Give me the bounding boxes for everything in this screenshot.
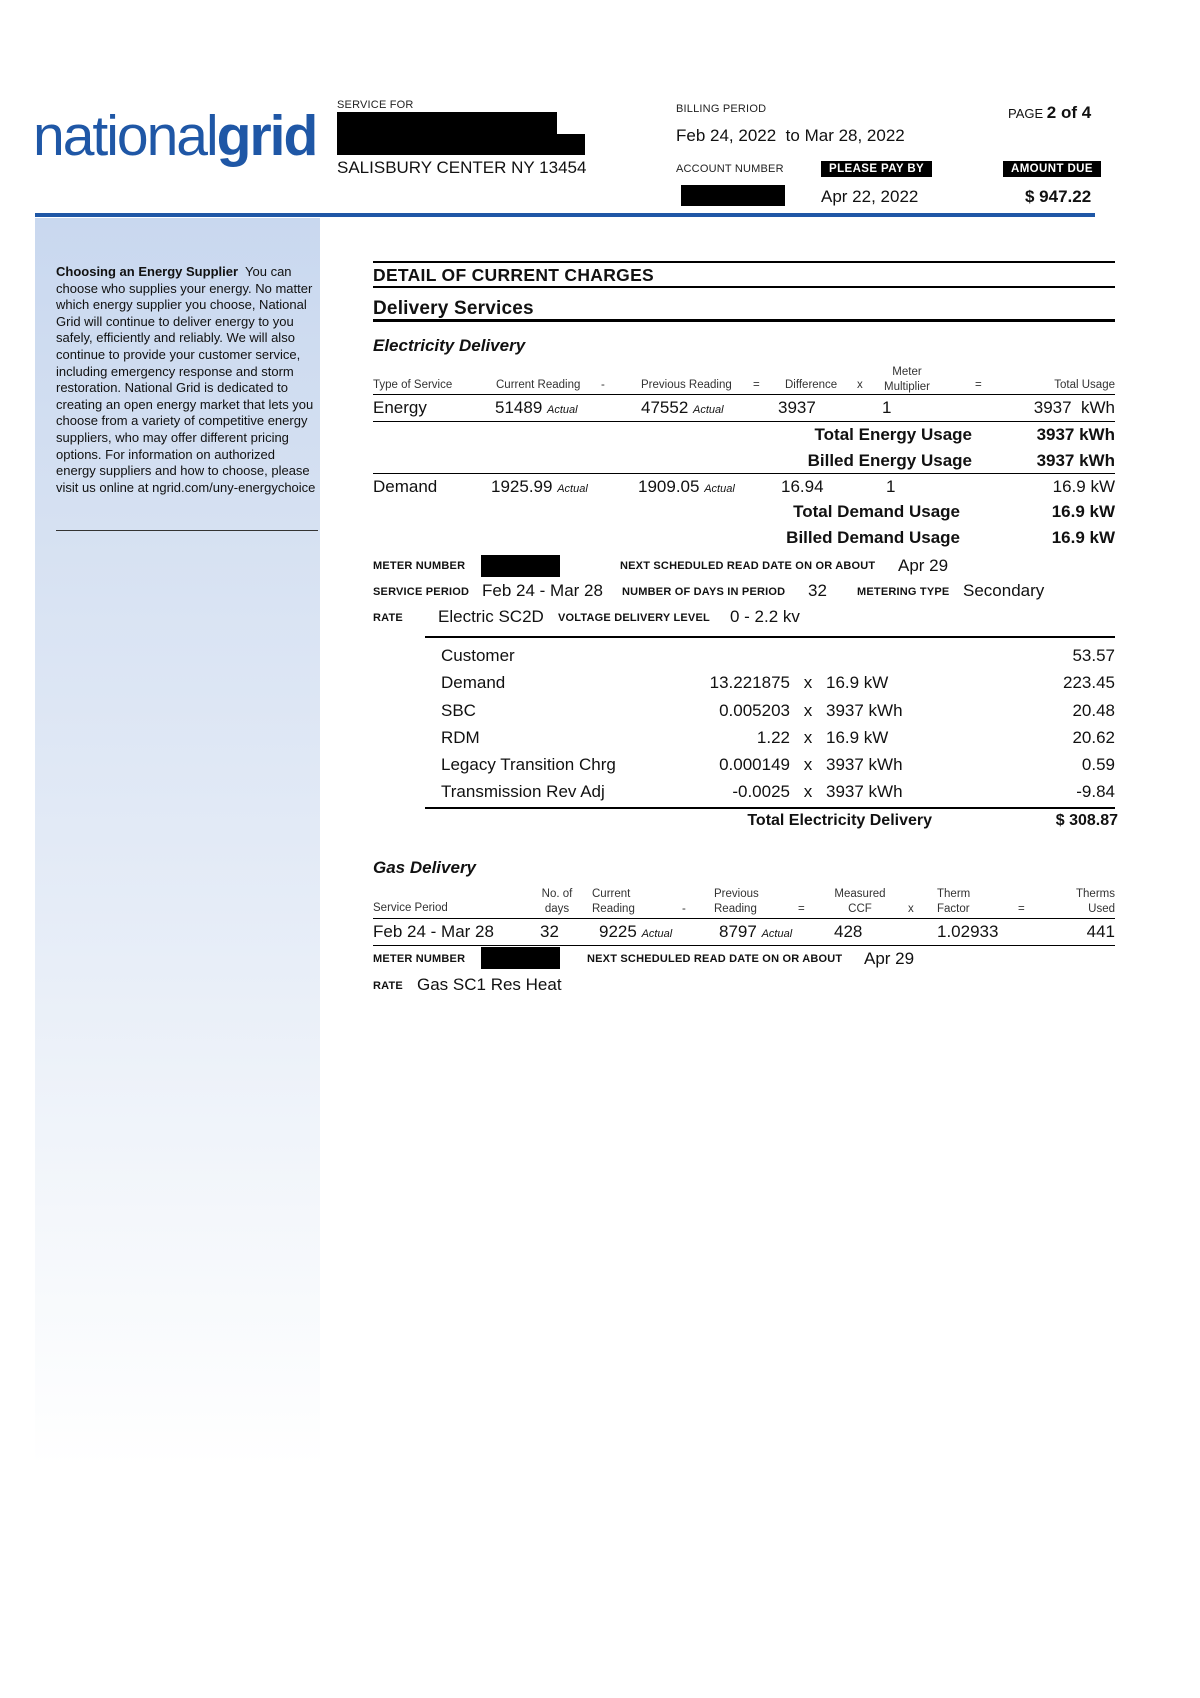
charge-name: Legacy Transition Chrg xyxy=(441,755,616,774)
energy-current-note: Actual xyxy=(547,404,578,416)
charges-top-rule xyxy=(425,636,1115,638)
header-rule xyxy=(35,213,1095,217)
charge-name: Demand xyxy=(441,673,506,692)
billed-energy-rule xyxy=(373,473,1115,474)
voltage-level-value: 0 - 2.2 kv xyxy=(730,607,800,626)
gas-meter-number-label: METER NUMBER xyxy=(373,953,466,965)
demand-previous-reading xyxy=(638,477,735,497)
electric-rate-value: Electric SC2D xyxy=(438,607,544,626)
billed-energy-usage-value: 3937 kWh xyxy=(1036,451,1115,470)
sidebar-energy-supplier-text xyxy=(56,264,318,496)
service-period-value: Feb 24 - Mar 28 xyxy=(482,581,603,600)
demand-multiplier: 1 xyxy=(886,477,896,496)
charge-times: x xyxy=(803,701,813,720)
gas-header-rule xyxy=(373,918,1115,919)
electric-rate-label: RATE xyxy=(373,612,403,624)
service-address: SALISBURY CENTER NY 13454 xyxy=(337,158,587,177)
col-equals: = xyxy=(753,379,760,391)
gas-rate-label: RATE xyxy=(373,980,403,992)
charge-times: x xyxy=(803,755,813,774)
amount-due-label: AMOUNT DUE xyxy=(1003,161,1101,177)
charge-amount: -9.84 xyxy=(1076,782,1115,801)
charge-name: Transmission Rev Adj xyxy=(441,782,605,801)
demand-current-value: 1925.99 xyxy=(491,477,553,496)
gas-current-note: Actual xyxy=(641,928,673,940)
page-number: 2 of 4 xyxy=(1046,103,1092,122)
service-for-label: SERVICE FOR xyxy=(337,99,414,111)
redacted-gas-meter-number xyxy=(481,947,560,969)
total-demand-usage-value: 16.9 kW xyxy=(1051,502,1115,521)
demand-total-usage: 16.9 kW xyxy=(1052,477,1115,496)
billing-period-label: BILLING PERIOD xyxy=(676,103,767,115)
gas-previous-reading xyxy=(719,922,792,942)
gas-col-days-2: days xyxy=(544,903,570,915)
charge-name: SBC xyxy=(441,701,476,720)
energy-total-usage: 3937 kWh xyxy=(1033,398,1115,417)
gas-therms-used: 441 xyxy=(1086,922,1115,941)
gas-col-previous-1: Previous xyxy=(714,888,759,900)
charge-amount: 223.45 xyxy=(1063,673,1115,692)
energy-previous-reading xyxy=(641,398,724,418)
delivery-services-rule xyxy=(373,319,1115,322)
charge-times: x xyxy=(803,728,813,747)
energy-previous-value: 47552 xyxy=(641,398,689,417)
charge-amount: 0.59 xyxy=(1081,755,1115,774)
gas-therm-factor: 1.02933 xyxy=(937,922,999,941)
demand-current-reading xyxy=(491,477,588,497)
pay-by-date: Apr 22, 2022 xyxy=(821,187,919,206)
billed-energy-usage-label: Billed Energy Usage xyxy=(807,451,972,470)
gas-row-rule xyxy=(373,945,1115,946)
detail-bottom-rule xyxy=(373,286,1115,288)
gas-col-minus: - xyxy=(682,903,686,915)
charges-bottom-rule xyxy=(425,807,1115,809)
gas-col-therm-2: Factor xyxy=(937,903,970,915)
please-pay-by-label: PLEASE PAY BY xyxy=(821,161,932,177)
energy-current-value: 51489 xyxy=(495,398,543,417)
col-previous-reading: Previous Reading xyxy=(641,379,732,391)
electric-next-read-date: Apr 29 xyxy=(898,556,949,575)
service-period-label: SERVICE PERIOD xyxy=(373,586,470,598)
charge-name: RDM xyxy=(441,728,480,747)
detail-top-rule xyxy=(373,261,1115,263)
billing-to: Mar 28, 2022 xyxy=(804,126,905,145)
redacted-name xyxy=(337,112,557,134)
gas-col-therms-1: Therms xyxy=(1076,888,1115,900)
gas-col-ccf-2: CCF xyxy=(848,903,872,915)
total-energy-usage-value: 3937 kWh xyxy=(1036,425,1115,444)
charge-rate: 0.000149 xyxy=(719,755,790,774)
demand-previous-note: Actual xyxy=(704,483,735,495)
delivery-services-title: Delivery Services xyxy=(373,298,534,319)
demand-previous-value: 1909.05 xyxy=(638,477,700,496)
billing-from: Feb 24, 2022 xyxy=(676,126,777,145)
col-meter: Meter xyxy=(892,366,922,378)
charge-quantity: 16.9 kW xyxy=(826,728,889,747)
charge-amount: 20.62 xyxy=(1072,728,1115,747)
gas-col-current-2: Reading xyxy=(592,903,635,915)
charge-rate: 0.005203 xyxy=(719,701,790,720)
energy-previous-note: Actual xyxy=(693,404,724,416)
gas-col-days-1: No. of xyxy=(541,888,573,900)
gas-current-reading xyxy=(599,922,672,942)
gas-current-value: 9225 xyxy=(599,922,637,941)
col-current-reading: Current Reading xyxy=(496,379,581,391)
energy-multiplier: 1 xyxy=(882,398,892,417)
gas-days: 32 xyxy=(540,922,559,941)
charge-name: Customer xyxy=(441,646,515,665)
electric-meter-number-label: METER NUMBER xyxy=(373,560,466,572)
metering-type-value: Secondary xyxy=(963,581,1045,600)
gas-col-equals: = xyxy=(798,903,805,915)
col-total-usage: Total Usage xyxy=(1054,379,1115,391)
days-in-period-value: 32 xyxy=(808,581,827,600)
total-demand-usage-label: Total Demand Usage xyxy=(793,502,960,521)
energy-current-reading xyxy=(495,398,578,418)
charge-quantity: 3937 kWh xyxy=(826,755,903,774)
total-electricity-delivery-value: $ 308.87 xyxy=(1055,812,1118,829)
gas-col-previous-2: Reading xyxy=(714,903,757,915)
gas-previous-note: Actual xyxy=(761,928,793,940)
gas-delivery-title: Gas Delivery xyxy=(373,858,477,877)
energy-row-rule xyxy=(373,421,1115,422)
charge-rate: 13.221875 xyxy=(709,673,790,692)
demand-current-note: Actual xyxy=(557,483,588,495)
gas-col-equals-2: = xyxy=(1018,903,1025,915)
usage-header-rule xyxy=(373,394,1115,395)
electricity-delivery-title: Electricity Delivery xyxy=(373,336,526,355)
page-indicator xyxy=(1008,103,1091,123)
days-in-period-label: NUMBER OF DAYS IN PERIOD xyxy=(622,586,786,598)
redacted-street xyxy=(337,134,585,155)
gas-col-therm-1: Therm xyxy=(937,888,971,900)
col-times: x xyxy=(857,379,863,391)
gas-next-read-label: NEXT SCHEDULED READ DATE ON OR ABOUT xyxy=(587,953,843,965)
billing-to-word: to xyxy=(785,126,800,145)
metering-type-label: METERING TYPE xyxy=(857,586,950,598)
col-minus: - xyxy=(601,379,605,391)
total-electricity-delivery-label: Total Electricity Delivery xyxy=(747,812,932,829)
energy-type: Energy xyxy=(373,398,427,417)
gas-col-times: x xyxy=(908,903,914,915)
gas-col-service-period: Service Period xyxy=(373,902,448,914)
charge-amount: 53.57 xyxy=(1072,646,1115,665)
amount-due-value: $ 947.22 xyxy=(1025,187,1092,206)
sidebar-title: Choosing an Energy Supplier xyxy=(56,264,239,279)
page-label: PAGE xyxy=(1008,106,1044,121)
col-type-of-service: Type of Service xyxy=(373,379,453,391)
charge-rate: 1.22 xyxy=(756,728,790,747)
voltage-level-label: VOLTAGE DELIVERY LEVEL xyxy=(558,612,710,624)
demand-type: Demand xyxy=(373,477,438,496)
gas-service-period: Feb 24 - Mar 28 xyxy=(373,922,494,941)
national-grid-logo xyxy=(33,104,317,168)
logo-text-national: national xyxy=(33,104,217,168)
col-difference: Difference xyxy=(785,379,838,391)
charge-times: x xyxy=(803,673,813,692)
gas-next-read-date: Apr 29 xyxy=(864,949,915,968)
gas-col-current-1: Current xyxy=(592,888,631,900)
gas-rate-value: Gas SC1 Res Heat xyxy=(417,975,562,994)
billed-demand-usage-value: 16.9 kW xyxy=(1051,528,1115,547)
gas-previous-value: 8797 xyxy=(719,922,757,941)
electric-next-read-label: NEXT SCHEDULED READ DATE ON OR ABOUT xyxy=(620,560,876,572)
energy-difference: 3937 xyxy=(778,398,816,417)
billed-demand-usage-label: Billed Demand Usage xyxy=(786,528,960,547)
logo-text-grid: grid xyxy=(216,104,317,168)
charge-quantity: 3937 kWh xyxy=(826,701,903,720)
detail-title: DETAIL OF CURRENT CHARGES xyxy=(373,265,655,285)
gas-col-therms-2: Used xyxy=(1088,903,1115,915)
charge-quantity: 16.9 kW xyxy=(826,673,889,692)
total-energy-usage-label: Total Energy Usage xyxy=(814,425,972,444)
gas-col-ccf-1: Measured xyxy=(834,888,886,900)
sidebar-body: You can choose who supplies your energy. No matter which energy supplier you choose, National Grid will continue to deliver energy to you safely, efficiently and reliably. We will also continue to provide your customer service, including emergency response and storm restoration. National Grid is dedicated to creating an open energy market that lets you choose from a variety of competitive energy suppliers, who may offer different pricing options. For information on authorized energy suppliers and how to choose, please visit us online at ngrid.com/uny-energychoice xyxy=(56,264,316,495)
col-multiplier: Multiplier xyxy=(883,381,930,393)
charge-times: x xyxy=(803,782,813,801)
redacted-electric-meter-number xyxy=(481,555,560,577)
col-equals-2: = xyxy=(975,379,982,391)
sidebar-divider xyxy=(56,530,318,531)
charge-quantity: 3937 kWh xyxy=(826,782,903,801)
gas-measured-ccf: 428 xyxy=(834,922,863,941)
charge-amount: 20.48 xyxy=(1072,701,1115,720)
redacted-account-number xyxy=(681,185,785,206)
account-number-label: ACCOUNT NUMBER xyxy=(676,163,784,175)
charge-rate: -0.0025 xyxy=(732,782,790,801)
billing-period xyxy=(676,126,905,146)
demand-difference: 16.94 xyxy=(781,477,824,496)
